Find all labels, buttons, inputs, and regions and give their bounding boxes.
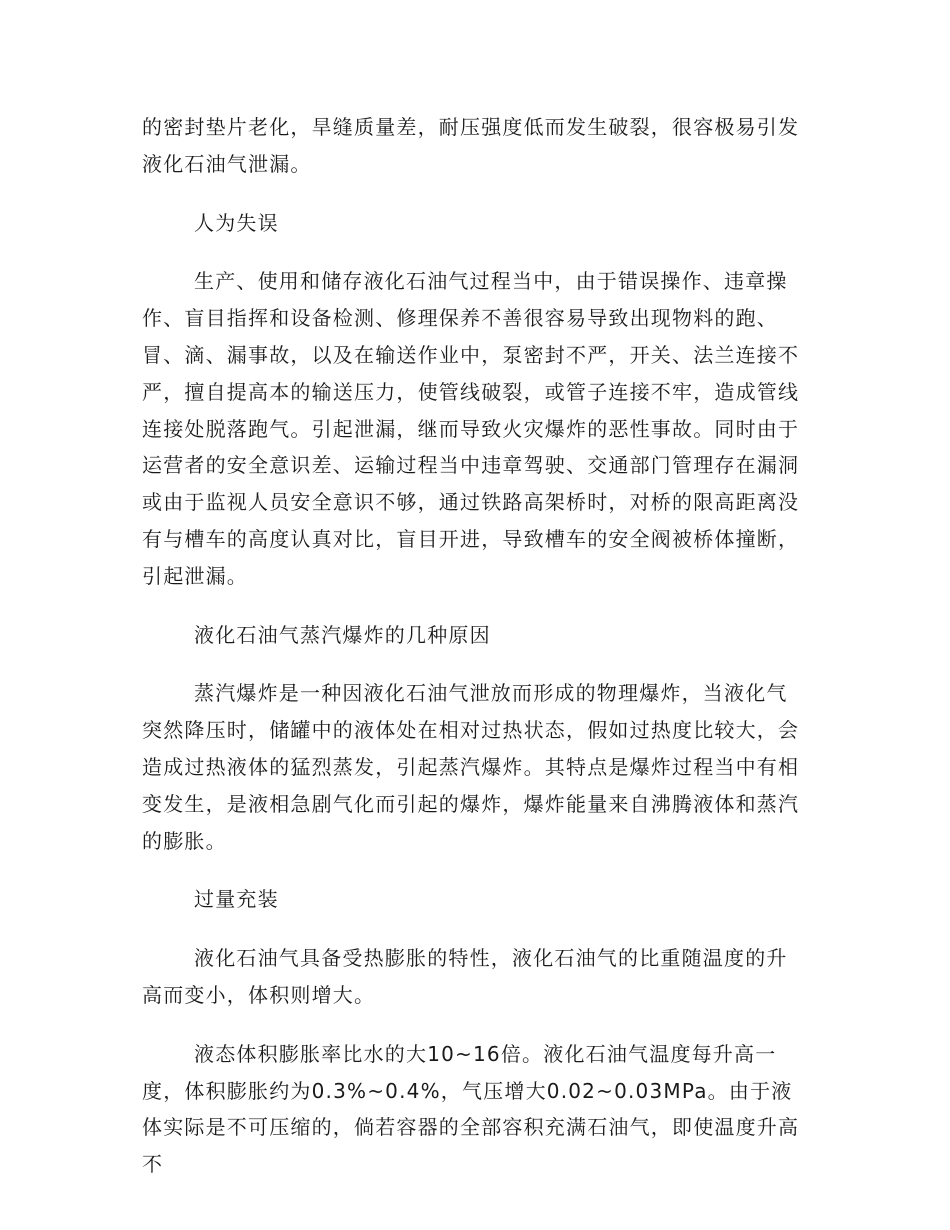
- section-heading-steam-explosion-causes: 液化石油气蒸汽爆炸的几种原因: [194, 622, 491, 647]
- paragraph-steam-explosion: 蒸汽爆炸是一种因液化石油气泄放而形成的物理爆炸，当液化气突然降压时，储罐中的液体处在相对过热状态，假如过热度比较大，会造成过热液体的猛烈蒸发，引起蒸汽爆炸。其特点是爆炸过程当中有相变发生，是液相急剧气化而引起的爆炸，爆炸能量来自沸腾液体和蒸汽的膨胀。: [142, 681, 800, 853]
- paragraph-continued: 的密封垫片老化，旱缝质量差，耐压强度低而发生破裂，很容极易引发液化石油气泄漏。: [142, 115, 800, 176]
- section-heading-human-error: 人为失误: [194, 210, 279, 235]
- paragraph-human-error: 生产、使用和储存液化石油气过程当中，由于错误操作、违章操作、盲目指挥和设备检测、修理保养不善很容易导致出现物料的跑、冒、滴、漏事故，以及在输送作业中，泵密封不严，开关、法兰连接不严，擅自提高本的输送压力，使管线破裂，或管子连接不牢，造成管线连接处脱落跑气。引起泄漏，继而导致火灾爆炸的恶性事故。同时由于运营者的安全意识差、运输过程当中违章驾驶、交通部门管理存在漏洞或由于监视人员安全意识不够，通过铁路高架桥时，对桥的限高距离没有与槽车的高度认真对比，盲目开进，导致槽车的安全阀被桥体撞断，引起泄漏。: [142, 269, 800, 588]
- paragraph-expansion-rate: 液态体积膨胀率比水的大10~16倍。液化石油气温度每升高一度，体积膨胀约为0.3%~0.4%，气压增大0.02~0.03MPa。由于液体实际是不可压缩的，倘若容器的全部容积充满石油气，即使温度升高不: [142, 1041, 800, 1177]
- document-body: [142, 109, 806, 1205]
- section-heading-overfilling: 过量充装: [194, 887, 279, 912]
- paragraph-thermal-expansion: 液化石油气具备受热膨胀的特性，液化石油气的比重随温度的升高而变小，体积则增大。: [142, 946, 788, 1007]
